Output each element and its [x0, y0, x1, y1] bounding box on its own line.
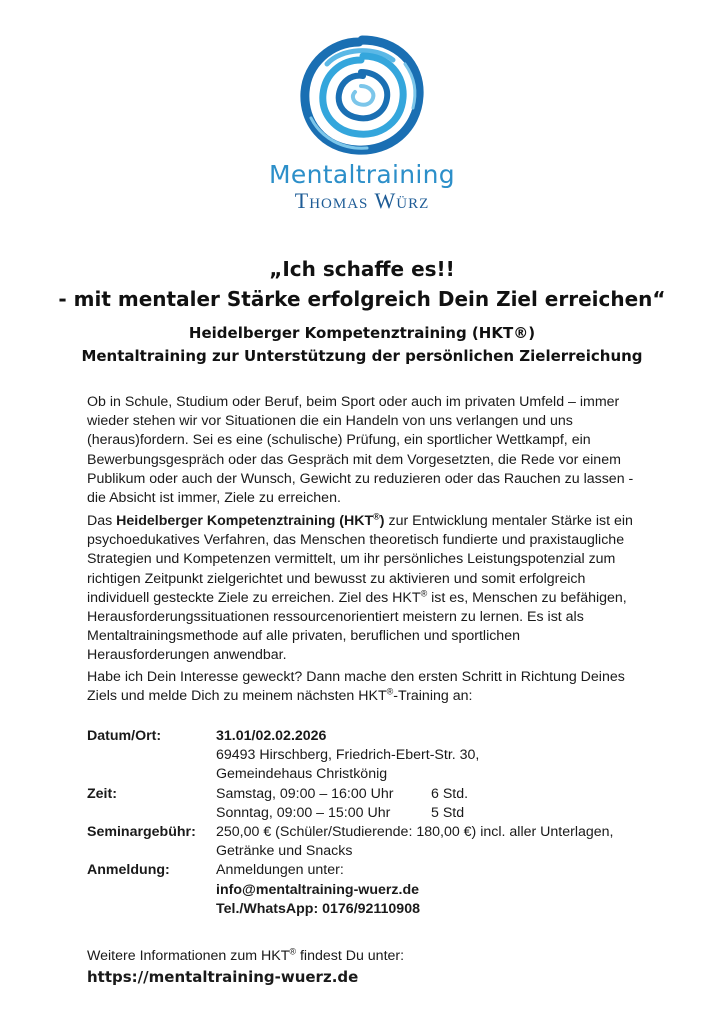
footer-text: Weitere Informationen zum HKT [87, 948, 290, 964]
p2-bold-close: ) [379, 513, 385, 529]
registration-email[interactable]: info@mentaltraining-wuerz.de [216, 881, 420, 898]
p2-bold-registered-mark: ® [373, 511, 380, 522]
date-row [87, 727, 647, 785]
fee-label: Seminargebühr: [87, 824, 196, 841]
p3-registered-mark: ® [386, 686, 394, 697]
registration-intro: Anmeldungen unter: [216, 862, 344, 879]
headline-line1: „Ich schaffe es!! [269, 257, 455, 281]
subheadline [0, 322, 724, 368]
headline [0, 254, 724, 314]
p2-prefix: Das [87, 513, 117, 529]
date-label: Datum/Ort: [87, 728, 162, 744]
subheadline-line1: Heidelberger Kompetenztraining (HKT®) [188, 324, 536, 342]
date-value: 31.01/02.02.2026 [216, 728, 327, 744]
brand-name-line1: Mentaltraining [269, 160, 455, 189]
brand-name-line2: Thomas Würz [294, 188, 430, 213]
p2-mid: zur Entwicklung mentaler Stärke ist ein psychoedukatives Verfahren, das Menschen theoretisch fundierte und praxistaugliche Strategien und Kompetenzen vermittelt, um ihr persönliches Leistungspotenzial zum richtigen Zeitpunkt zielgerichtet und bewusst zu aktivieren und somit erfolgreich individuell gesteckte Ziele zu erreichen. Ziel des HKT [87, 513, 633, 606]
logo [0, 34, 724, 156]
p2-suffix: ist es, Menschen zu befähigen, Herausforderungssituationen ressourcenorientiert meistern zu lernen. Es ist als Mentaltrainingsmethode auf alle privaten, beruflichen und sportlichen Herausforderungen anwendbar. [87, 589, 627, 664]
footer-registered-mark: ® [289, 946, 297, 957]
headline-line2: - mit mentaler Stärke erfolgreich Dein Ziel erreichen“ [58, 287, 666, 311]
address-value: 69493 Hirschberg, Friedrich-Ebert-Str. 30, [216, 747, 480, 764]
registration-phone[interactable]: Tel./WhatsApp: 0176/92110908 [216, 900, 420, 917]
registration-row [87, 861, 647, 919]
footer-info [87, 947, 647, 966]
website-link[interactable]: https://mentaltraining-wuerz.de [87, 968, 359, 986]
saturday-time: Samstag, 09:00 – 16:00 Uhr [216, 785, 394, 802]
p2-bold-text: Heidelberger Kompetenztraining (HKT [116, 513, 374, 529]
event-details [87, 727, 647, 919]
sunday-hours: 5 Std [431, 804, 465, 821]
fee-value: 250,00 € (Schüler/Studierende: 180,00 €) incl. aller Unterlagen, Getränke und Snacks [216, 824, 614, 860]
p3-suffix: -Training an: [393, 688, 473, 705]
sunday-time: Sonntag, 09:00 – 15:00 Uhr [216, 804, 391, 821]
blue-swirl-circle-icon [297, 34, 427, 156]
intro-paragraph: Ob in Schule, Studium oder Beruf, beim Sport oder auch im privaten Umfeld – immer wieder stehen wir vor Situationen die ein Handeln von uns verlangen und uns (heraus)fordern. Sei es eine (schulische) Prüfung, ein sportlicher Wettkampf, ein Bewerbungsgespräch oder das Gespräch mit dem Vorgesetzten, die Rede vor einem Publikum oder auch der Wunsch, Gewicht zu reduzieren oder das Rauchen zu lassen - die Absicht ist immer, Ziele zu erreichen. [87, 394, 634, 507]
registration-label: Anmeldung: [87, 862, 170, 879]
subheadline-line2: Mentaltraining zur Unterstützung der persönlichen Zielerreichung [81, 347, 643, 365]
invitation-paragraph [87, 668, 643, 706]
fee-row [87, 823, 647, 861]
p3-text: Habe ich Dein Interesse geweckt? Dann mache den ersten Schritt in Richtung Deines Ziels und melde Dich zu meinem nächsten HKT [87, 669, 625, 705]
time-label: Zeit: [87, 785, 117, 802]
p2-bold-name [116, 513, 384, 529]
saturday-hours: 6 Std. [431, 785, 469, 802]
venue-value: Gemeindehaus Christkönig [216, 766, 388, 783]
hkt-description-paragraph [87, 512, 643, 666]
p2-registered-mark: ® [420, 588, 428, 599]
time-row [87, 785, 647, 823]
footer-suffix: findest Du unter: [296, 948, 405, 964]
